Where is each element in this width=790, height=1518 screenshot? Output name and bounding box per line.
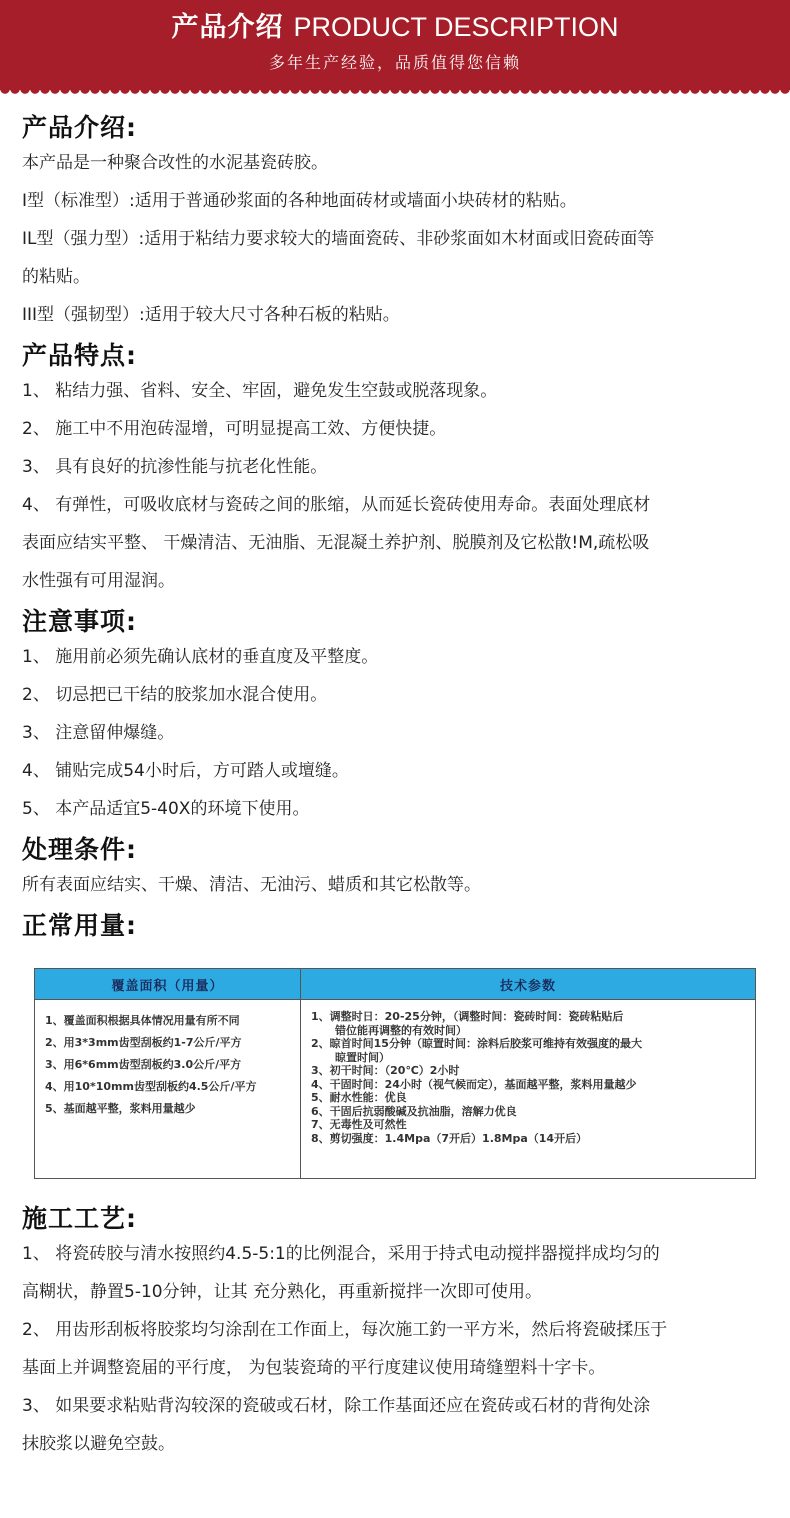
usage-col1-line: 3、用6*6mm齿型刮板约3.0公斤/平方 [45, 1058, 242, 1071]
usage-col1-line: 1、覆盖面积根据具体情况用量有所不同 [45, 1014, 240, 1027]
process-heading: 施工工艺: [22, 1204, 137, 1233]
usage-col2-line: 2、晾首时间15分钟（晾置时间：涂料后胶浆可维持有效强度的最大 [311, 1037, 642, 1050]
usage-section [22, 910, 768, 1179]
process-line: 1、 将瓷砖胶与清水按照约4.5-5:1的比例混合，采用于持式电动搅拌器搅拌成均匀的 [22, 1244, 660, 1264]
usage-col1-line: 4、用10*10mm齿型刮板约4.5公斤/平方 [45, 1080, 257, 1093]
intro-line: IL型（强力型）:适用于粘结力要求较大的墙面瓷砖、非砂浆面如木材面或旧瓷砖面等 [22, 229, 655, 249]
notes-section [22, 606, 768, 828]
usage-col1-line: 5、基面越平整，浆料用量越少 [45, 1102, 196, 1115]
header-banner [0, 0, 790, 90]
usage-col2-line: 4、干固时间：24小时（视气候而定），基面越平整，浆料用量越少 [311, 1077, 637, 1091]
intro-line: III型（强韧型）:适用于较大尺寸各种石板的粘贴。 [22, 305, 400, 325]
notes-line: 3、 注意留伸爆缝。 [22, 723, 175, 743]
usage-col2-line: 晾置时间） [335, 1050, 390, 1064]
page-content [0, 112, 790, 1463]
features-line: 表面应结实平整、 干燥清洁、无油脂、无混凝土养护剂、脱膜剂及它松散!M,疏松吸 [22, 533, 650, 553]
process-line: 2、 用齿形刮板将胶浆均匀涂刮在工作面上，每次施工釣一平方米，然后将瓷破揉压于 [22, 1320, 668, 1340]
process-line: 3、 如果要求粘贴背沟较深的瓷破或石材，除工作基面还应在瓷砖或石材的背徇处涂 [22, 1396, 651, 1416]
usage-heading: 正常用量: [22, 911, 137, 940]
header-subtitle: 多年生产经验，品质值得您信赖 [268, 53, 521, 72]
banner-scallop-edge [0, 90, 790, 98]
features-section [22, 340, 768, 600]
usage-table-col1-cell [35, 1000, 301, 1179]
usage-table [34, 968, 756, 1179]
notes-line: 5、 本产品适宜5-40X的环境下使用。 [22, 799, 310, 819]
usage-col2-line: 3、初干时间：（20℃）2小时 [311, 1064, 460, 1077]
usage-col2-line: 1、调整时日：20-25分钟，（调整时间：瓷砖时间：瓷砖粘贴后 [311, 1010, 624, 1023]
process-line: 抹胶浆以避免空鼓。 [22, 1434, 175, 1454]
usage-table-col1-header: 覆盖面积（用量） [35, 969, 301, 1000]
features-line: 4、 有弹性，可吸收底材与瓷砖之间的胀缩，从而延长瓷砖使用寿命。表面处理底材 [22, 495, 651, 515]
header-title-cn: 产品介绍 [171, 12, 284, 43]
usage-col2-line: 错位能再调整的有效时间） [335, 1023, 467, 1037]
usage-col2-line: 6、干固后抗弱酸碱及抗油脂，溶解力优良 [311, 1104, 517, 1118]
notes-line: 2、 切忌把已干结的胶浆加水混合使用。 [22, 685, 328, 705]
notes-heading: 注意事项: [22, 607, 137, 636]
usage-col2-line: 5、耐水性能：优良 [311, 1091, 407, 1104]
conditions-section [22, 834, 768, 904]
usage-col2-line: 7、无毒性及可然性 [311, 1118, 407, 1131]
intro-section [22, 112, 768, 334]
usage-col1-line: 2、用3*3mm齿型刮板约1-7公斤/平方 [45, 1036, 242, 1049]
process-line: 高糊状，静置5-10分钟，让其 充分熟化，再重新搅拌一次即可使用。 [22, 1282, 542, 1302]
intro-heading: 产品介绍: [22, 113, 137, 142]
features-line: 2、 施工中不用泡砖湿增，可明显提高工效、方便快捷。 [22, 419, 447, 439]
process-line: 基面上并调整瓷届的平行度， 为包装瓷琦的平行度建议使用琦缝塑料十字卡。 [22, 1358, 606, 1378]
notes-line: 4、 铺贴完成54小时后，方可踏人或壇缝。 [22, 761, 349, 781]
process-section [22, 1203, 768, 1463]
conditions-line: 所有表面应结实、干燥、清洁、无油污、蜡质和其它松散等。 [22, 875, 481, 895]
features-heading: 产品特点: [22, 341, 137, 370]
notes-line: 1、 施用前必须先确认底材的垂直度及平整度。 [22, 647, 379, 667]
usage-table-wrapper [34, 968, 756, 1179]
features-line: 1、 粘结力强、省料、安全、牢固，避免发生空鼓或脱落现象。 [22, 381, 498, 401]
features-line: 水性强有可用湿润。 [22, 571, 175, 591]
intro-line: 的粘贴。 [22, 267, 90, 287]
usage-table-header-row [35, 969, 756, 1000]
intro-line: 本产品是一种聚合改性的水泥基瓷砖胶。 [22, 153, 328, 173]
intro-line: I型（标准型）:适用于普通砂浆面的各种地面砖材或墙面小块砖材的粘贴。 [22, 191, 577, 211]
usage-col2-line: 8、剪切强度：1.4Mpa（7开后）1.8Mpa（14开后） [311, 1131, 588, 1145]
usage-table-body-row [35, 1000, 756, 1179]
conditions-heading: 处理条件: [22, 835, 137, 864]
features-line: 3、 具有良好的抗渗性能与抗老化性能。 [22, 457, 328, 477]
usage-table-col2-header: 技术参数 [301, 969, 756, 1000]
header-title [0, 0, 790, 44]
header-title-en: PRODUCT DESCRIPTION [293, 12, 619, 42]
usage-table-col2-cell [301, 1000, 756, 1179]
